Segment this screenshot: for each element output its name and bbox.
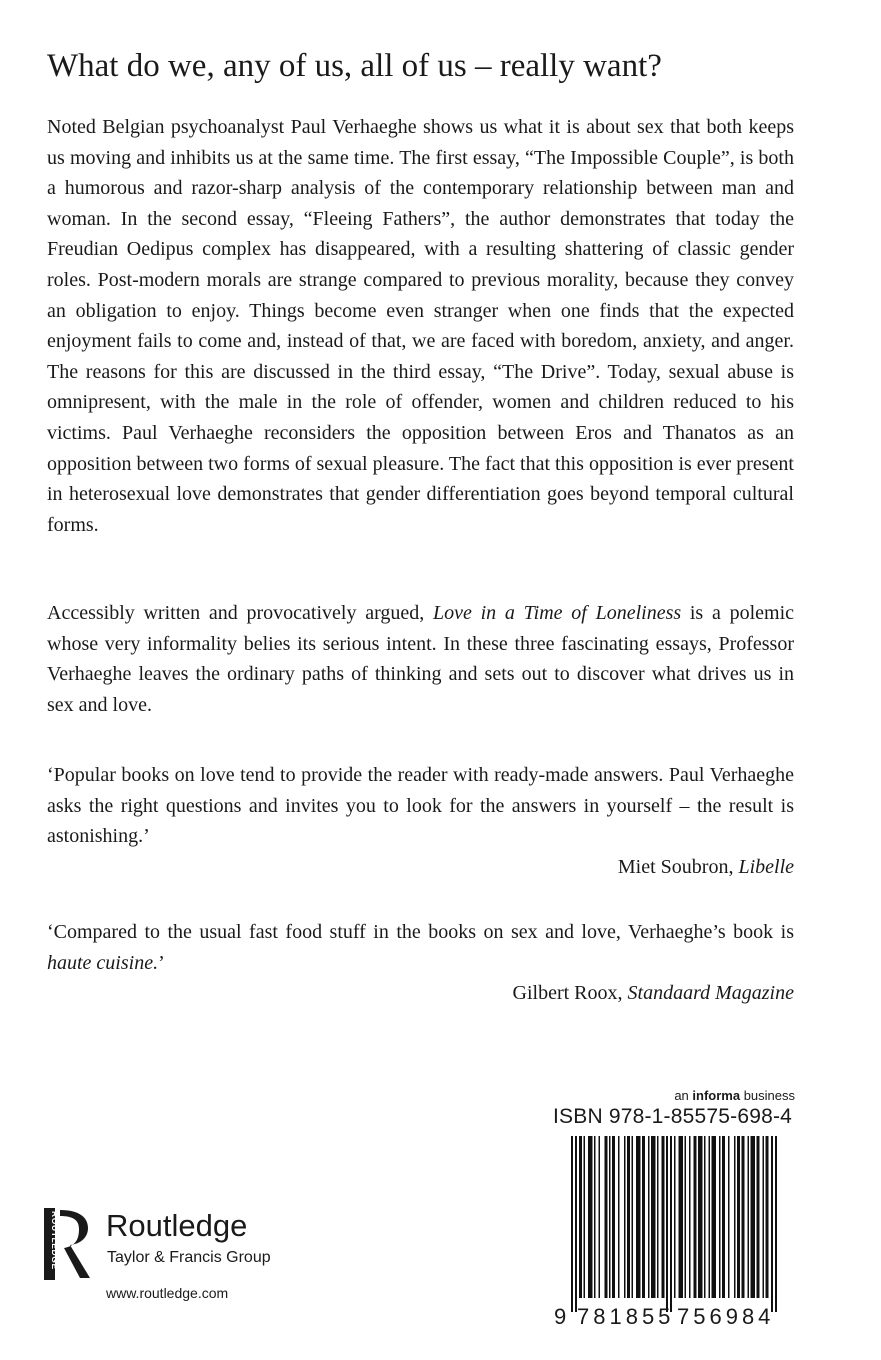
isbn-number: ISBN 978-1-85575-698-4	[553, 1105, 793, 1128]
publisher-block	[44, 1206, 304, 1316]
paragraph-2-text-end: is a polemic whose very informality belies its serious intent. In these three fascinating essays, Professor Verhaeghe leaves the ordinary paths of thinking and sets out to discover what drives us in sex and love.	[47, 602, 794, 716]
quote-source: Standaard Magazine	[627, 982, 794, 1005]
informa-suffix: business	[740, 1088, 795, 1103]
headline: What do we, any of us, all of us – really want?	[47, 48, 662, 84]
quote-source: Libelle	[738, 855, 794, 878]
quote-attribution	[47, 852, 794, 883]
informa-prefix: an	[674, 1088, 693, 1103]
book-title: Love in a Time of Loneliness	[433, 602, 682, 624]
description-paragraph-2	[47, 598, 794, 720]
barcode-area	[553, 1088, 795, 1328]
informa-business-line	[553, 1088, 795, 1104]
publisher-group: Taylor & Francis Group	[107, 1249, 271, 1266]
quote-text	[47, 917, 794, 978]
barcode	[553, 1136, 789, 1328]
quote-text-italic: haute cuisine.	[47, 951, 159, 974]
quote-attribution	[47, 978, 794, 1009]
quote-author: Miet Soubron,	[617, 855, 739, 878]
barcode-digit-first: 9	[554, 1304, 567, 1328]
logo-side-text: ROUTLEDGE	[50, 1211, 60, 1270]
barcode-digits-right: 756984	[677, 1304, 775, 1328]
publisher-name: Routledge	[106, 1208, 248, 1243]
quote-text: ‘Popular books on love tend to provide the reader with ready-made answers. Paul Verhaeghe asks the right questions and invites you to look for the answers in yourself – the result is astonishing.’	[47, 764, 794, 848]
review-quote-1	[47, 760, 794, 882]
quote-author: Gilbert Roox,	[512, 982, 628, 1005]
quote-text-end: ’	[158, 951, 165, 974]
paragraph-2-text-start: Accessibly written and provocatively argued,	[47, 602, 433, 624]
review-quote-2	[47, 917, 794, 1009]
routledge-logo-icon	[44, 1208, 96, 1280]
informa-word: informa	[692, 1088, 741, 1103]
description-paragraph-1: Noted Belgian psychoanalyst Paul Verhaeghe shows us what it is about sex that both keeps us moving and inhibits us at the same time. The first essay, “The Impossible Couple”, is both a humorous and razor-sharp analysis of the contemporary relationship between man and woman. In the second essay, “Fleeing Fathers”, the author demonstrates that today the Freudian Oedipus complex has disappeared, with a resulting shattering of classic gender roles. Post-modern morals are strange compared to previous morality, because they convey an obligation to enjoy. Things become even stranger when one finds that the expected enjoyment fails to come and, instead of that, we are faced with boredom, anxiety, and anger. The reasons for this are discussed in the third essay, “The Drive”. Today, sexual abuse is omnipresent, with the male in the role of offender, women and children reduced to his victims. Paul Verhaeghe reconsiders the opposition between Eros and Thanatos as an opposition between two forms of sexual pleasure. The fact that this opposition is ever present in heterosexual love demonstrates that gender differentiation goes beyond temporal cultural forms.	[47, 116, 794, 536]
quote-text-start: ‘Compared to the usual fast food stuff in the books on sex and love, Verhaeghe’s book is	[47, 921, 794, 943]
publisher-url[interactable]: www.routledge.com	[106, 1285, 229, 1301]
barcode-digits-left: 781855	[577, 1304, 675, 1328]
